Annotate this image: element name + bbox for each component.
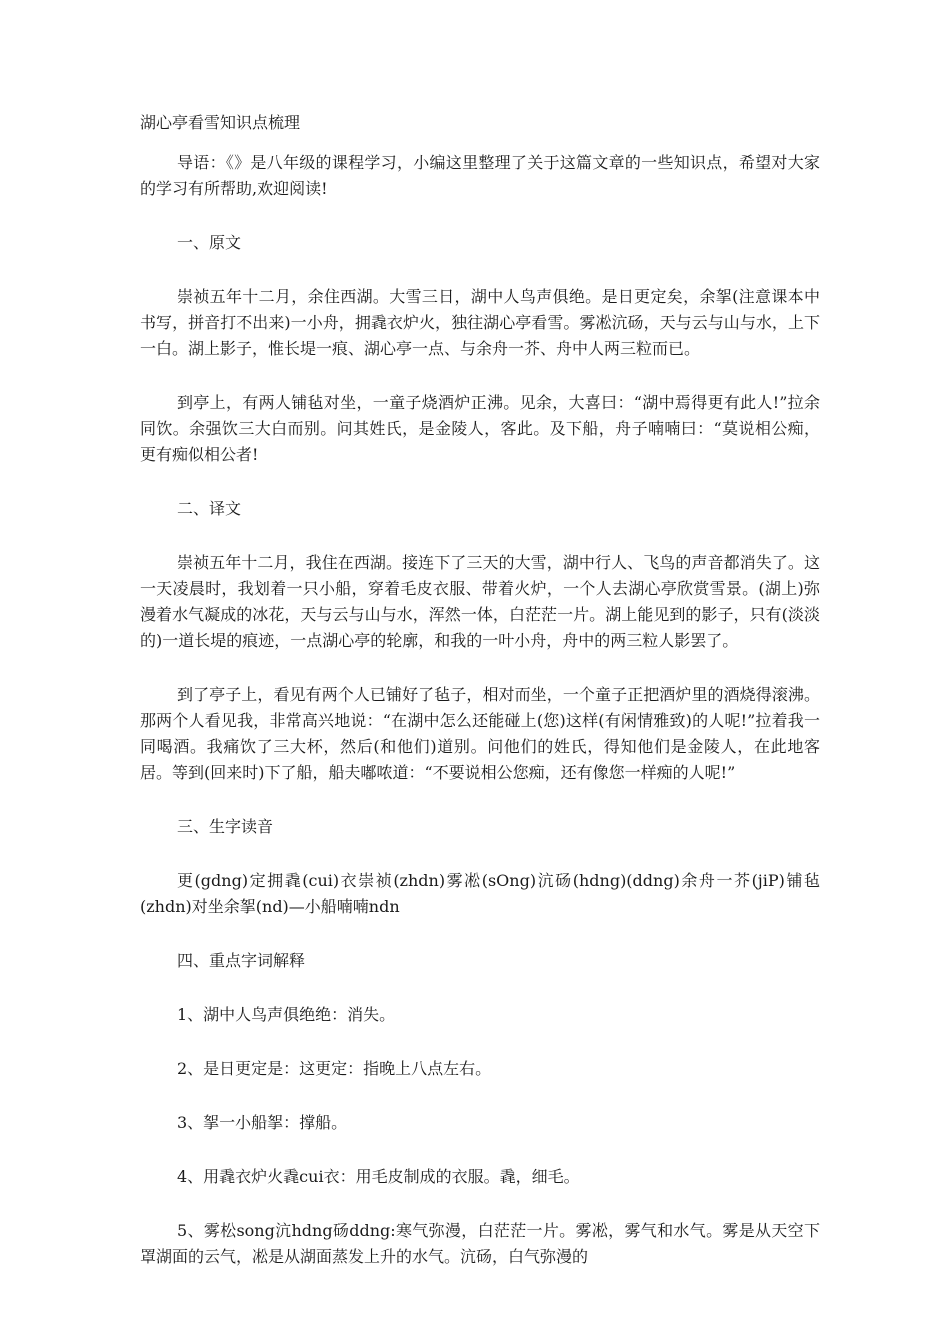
original-paragraph-1: 崇祯五年十二月，余住西湖。大雪三日，湖中人鸟声俱绝。是日更定矣，余挐(注意课本中书写，拼音打不出来)一小舟，拥毳衣炉火，独往湖心亭看雪。雾凇沆砀，天与云与山与水，上下一白。湖上影子，惟长堤一痕、湖心亭一点、与余舟一芥、舟中人两三粒而已。	[140, 287, 820, 358]
note-item-2: 2、是日更定是：这更定：指晚上八点左右。	[177, 1059, 492, 1078]
note-item-5: 5、雾松song沆hdng砀ddng:寒气弥漫，白茫茫一片。雾凇，雾气和水气。雾是从天空下罩湖面的云气，凇是从湖面蒸发上升的水气。沆砀，白气弥漫的	[140, 1221, 820, 1266]
section-heading-original: 一、原文	[177, 233, 242, 252]
translation-paragraph-2: 到了亭子上，看见有两个人已铺好了毡子，相对而坐，一个童子正把酒炉里的酒烧得滚沸。那两个人看见我，非常高兴地说：“在湖中怎么还能碰上(您)这样(有闲情雅致)的人呢!”拉着我一同喝酒。我痛饮了三大杯，然后(和他们)道别。问他们的姓氏，得知他们是金陵人，在此地客居。等到(回来时)下了船，船夫嘟哝道：“不要说相公您痴，还有像您一样痴的人呢!”	[140, 685, 820, 782]
note-item-3: 3、挐一小船挐：撑船。	[177, 1113, 348, 1132]
document-page	[140, 110, 820, 1298]
intro-paragraph: 导语：《》是八年级的课程学习，小编这里整理了关于这篇文章的一些知识点，希望对大家的学习有所帮助,欢迎阅读!	[140, 153, 820, 198]
section-heading-key-words: 四、重点字词解释	[177, 951, 306, 970]
note-item-4: 4、用毳衣炉火毳cui衣：用毛皮制成的衣服。毳，细毛。	[177, 1167, 580, 1186]
section-heading-translation: 二、译文	[177, 499, 242, 518]
original-paragraph-2: 到亭上，有两人铺毡对坐，一童子烧酒炉正沸。见余，大喜曰：“湖中焉得更有此人!”拉余同饮。余强饮三大白而别。问其姓氏，是金陵人，客此。及下船，舟子喃喃曰：“莫说相公痴，更有痴似相公者!	[140, 393, 820, 464]
pronunciation-paragraph: 更(gdng)定拥毳(cui)衣崇祯(zhdn)雾凇(sOng)沆砀(hdng)(ddng)余舟一芥(jiP)铺毡(zhdn)对坐余挐(nd)—小船喃喃ndn	[140, 871, 820, 916]
note-item-1: 1、湖中人鸟声俱绝绝：消失。	[177, 1005, 396, 1024]
section-heading-pronunciation: 三、生字读音	[177, 817, 274, 836]
document-title: 湖心亭看雪知识点梳理	[140, 113, 301, 132]
translation-paragraph-1: 崇祯五年十二月，我住在西湖。接连下了三天的大雪，湖中行人、飞鸟的声音都消失了。这一天凌晨时，我划着一只小船，穿着毛皮衣服、带着火炉，一个人去湖心亭欣赏雪景。(湖上)弥漫着水气凝成的冰花，天与云与山与水，浑然一体，白茫茫一片。湖上能见到的影子，只有(淡淡的)一道长堤的痕迹，一点湖心亭的轮廓，和我的一叶小舟，舟中的两三粒人影罢了。	[140, 553, 820, 650]
